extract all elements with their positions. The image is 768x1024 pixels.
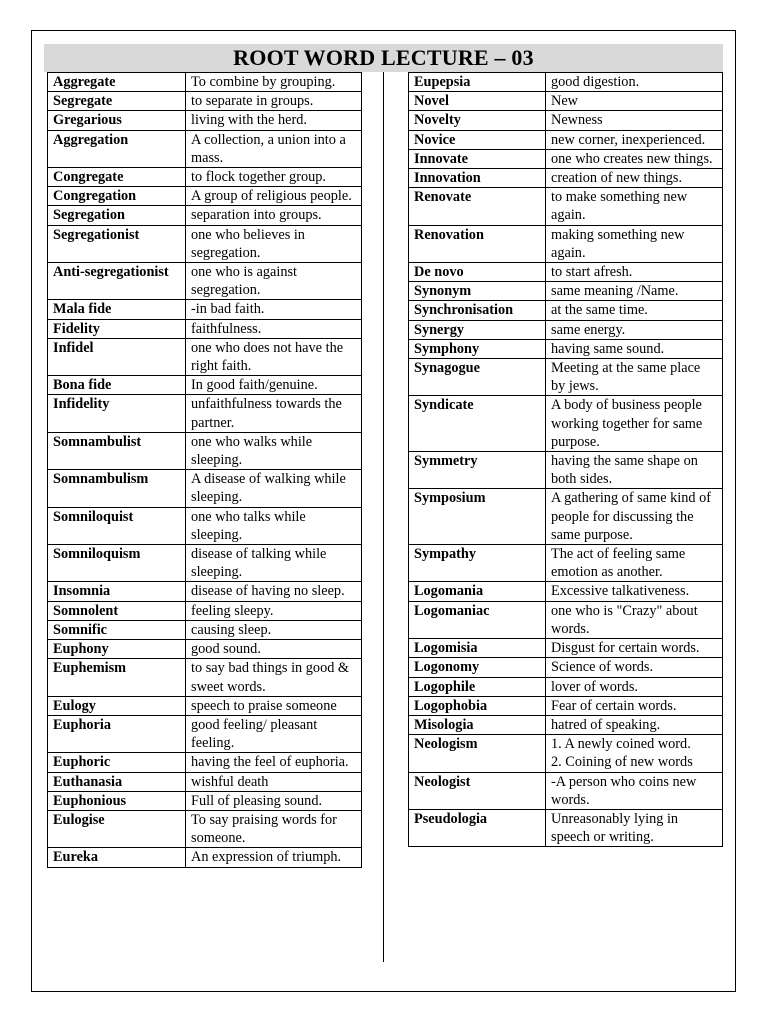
root-word: Somniloquist [48,507,186,544]
word-meaning: To say praising words for someone. [186,810,362,847]
word-row [48,545,362,582]
word-row [48,601,362,620]
word-meaning: A collection, a union into a mass. [186,130,362,167]
word-meaning: one who talks while sleeping. [186,507,362,544]
word-meaning: The act of feeling same emotion as another. [546,545,723,582]
root-word: Renovation [409,225,546,262]
word-meaning: wishful death [186,772,362,791]
root-word: Bona fide [48,376,186,395]
word-meaning: having same sound. [546,339,723,358]
word-meaning: good sound. [186,640,362,659]
word-row [409,320,723,339]
word-meaning: having the same shape on both sides. [546,452,723,489]
root-word: Synonym [409,282,546,301]
meaning-line: 1. A newly coined word. [551,736,691,753]
word-row [48,263,362,300]
word-row [48,696,362,715]
word-meaning: having the feel of euphoria. [186,753,362,772]
word-row [409,111,723,130]
word-row [409,169,723,188]
root-word: Mala fide [48,300,186,319]
word-row [48,582,362,601]
word-row [409,339,723,358]
word-meaning: New [546,92,723,111]
root-word: Congregate [48,168,186,187]
root-word: Synchronisation [409,301,546,320]
root-word: Somnific [48,620,186,639]
word-meaning [546,735,723,772]
word-row [409,149,723,168]
word-row [409,396,723,452]
word-row [48,620,362,639]
root-word: Synagogue [409,359,546,396]
word-meaning: to start afresh. [546,263,723,282]
root-word: Anti-segregationist [48,263,186,300]
left-word-table [47,72,362,868]
word-meaning: In good faith/genuine. [186,376,362,395]
word-row [48,753,362,772]
word-row [48,225,362,262]
word-meaning: Disgust for certain words. [546,639,723,658]
root-word: Segregate [48,92,186,111]
word-row [409,696,723,715]
word-row [48,715,362,752]
root-word: Eureka [48,848,186,867]
word-meaning: one who creates new things. [546,149,723,168]
root-word: Logomania [409,582,546,601]
root-word: Euphoria [48,715,186,752]
word-meaning: creation of new things. [546,169,723,188]
root-word: Somnambulist [48,432,186,469]
word-row [409,735,723,772]
word-row [409,130,723,149]
word-meaning: at the same time. [546,301,723,320]
word-row [48,92,362,111]
root-word: Somnambulism [48,470,186,507]
word-row [409,772,723,809]
root-word: Symmetry [409,452,546,489]
root-word: Infidelity [48,395,186,432]
root-word: Gregarious [48,111,186,130]
word-row [409,601,723,638]
word-row [409,92,723,111]
word-row [48,791,362,810]
word-row [48,187,362,206]
word-meaning: -A person who coins new words. [546,772,723,809]
word-meaning: to separate in groups. [186,92,362,111]
word-row [409,263,723,282]
root-word: Somniloquism [48,545,186,582]
word-row [409,715,723,734]
word-row [48,640,362,659]
word-row [48,206,362,225]
root-word: Pseudologia [409,809,546,846]
root-word: Insomnia [48,582,186,601]
root-word: Aggregate [48,73,186,92]
word-meaning: -in bad faith. [186,300,362,319]
word-meaning: Unreasonably lying in speech or writing. [546,809,723,846]
word-row [48,130,362,167]
root-word: Logophobia [409,696,546,715]
word-row [409,489,723,545]
word-row [48,772,362,791]
root-word: Eupepsia [409,73,546,92]
meaning-line: 2. Coining of new words [551,754,693,771]
word-row [409,452,723,489]
word-row [409,359,723,396]
word-meaning: disease of talking while sleeping. [186,545,362,582]
word-row [48,111,362,130]
word-meaning: causing sleep. [186,620,362,639]
word-meaning: unfaithfulness towards the partner. [186,395,362,432]
root-word: Misologia [409,715,546,734]
word-row [48,432,362,469]
word-meaning: one who walks while sleeping. [186,432,362,469]
word-meaning: same energy. [546,320,723,339]
word-meaning: feeling sleepy. [186,601,362,620]
root-word: Renovate [409,188,546,225]
word-row [409,301,723,320]
word-meaning: Excessive talkativeness. [546,582,723,601]
root-word: Neologism [409,735,546,772]
word-meaning: To combine by grouping. [186,73,362,92]
word-meaning: one who believes in segregation. [186,225,362,262]
root-word: Logophile [409,677,546,696]
word-row [48,376,362,395]
right-word-table [408,72,723,847]
column-divider [383,72,384,962]
word-row [48,470,362,507]
word-row [48,507,362,544]
root-word: Syndicate [409,396,546,452]
word-meaning: separation into groups. [186,206,362,225]
word-row [48,395,362,432]
word-row [409,639,723,658]
root-word: Segregationist [48,225,186,262]
word-meaning: one who is against segregation. [186,263,362,300]
word-meaning: Full of pleasing sound. [186,791,362,810]
root-word: Eulogy [48,696,186,715]
root-word: Logomisia [409,639,546,658]
root-word: Sympathy [409,545,546,582]
word-meaning: speech to praise someone [186,696,362,715]
word-row [48,810,362,847]
word-meaning: A gathering of same kind of people for discussing the same purpose. [546,489,723,545]
root-word: De novo [409,263,546,282]
word-meaning: lover of words. [546,677,723,696]
word-meaning: A body of business people working together for same purpose. [546,396,723,452]
word-row [409,677,723,696]
word-row [48,338,362,375]
word-row [409,225,723,262]
root-word: Euphonious [48,791,186,810]
root-word: Innovation [409,169,546,188]
word-meaning: Meeting at the same place by jews. [546,359,723,396]
root-word: Symphony [409,339,546,358]
word-meaning: Fear of certain words. [546,696,723,715]
root-word: Symposium [409,489,546,545]
word-meaning: Science of words. [546,658,723,677]
page-title: ROOT WORD LECTURE – 03 [44,44,723,72]
word-meaning: good feeling/ pleasant feeling. [186,715,362,752]
root-word: Novice [409,130,546,149]
root-word: Infidel [48,338,186,375]
root-word: Euthanasia [48,772,186,791]
root-word: Segregation [48,206,186,225]
root-word: Novelty [409,111,546,130]
word-meaning: A disease of walking while sleeping. [186,470,362,507]
word-row [48,73,362,92]
word-row [409,188,723,225]
word-row [48,659,362,696]
word-row [48,168,362,187]
word-row [409,73,723,92]
root-word: Congregation [48,187,186,206]
word-row [48,300,362,319]
word-meaning: good digestion. [546,73,723,92]
word-row [409,809,723,846]
word-meaning: to make something new again. [546,188,723,225]
word-meaning: to flock together group. [186,168,362,187]
word-row [409,658,723,677]
root-word: Logonomy [409,658,546,677]
root-word: Euphony [48,640,186,659]
root-word: Eulogise [48,810,186,847]
word-meaning: An expression of triumph. [186,848,362,867]
root-word: Fidelity [48,319,186,338]
word-meaning: one who does not have the right faith. [186,338,362,375]
root-word: Euphemism [48,659,186,696]
word-meaning: making something new again. [546,225,723,262]
root-word: Neologist [409,772,546,809]
word-meaning: new corner, inexperienced. [546,130,723,149]
word-meaning: to say bad things in good & sweet words. [186,659,362,696]
word-row [409,282,723,301]
word-meaning: same meaning /Name. [546,282,723,301]
word-row [409,545,723,582]
word-meaning: A group of religious people. [186,187,362,206]
word-row [48,848,362,867]
word-meaning: one who is "Crazy" about words. [546,601,723,638]
word-meaning: faithfulness. [186,319,362,338]
root-word: Logomaniac [409,601,546,638]
root-word: Somnolent [48,601,186,620]
root-word: Novel [409,92,546,111]
root-word: Innovate [409,149,546,168]
word-meaning: Newness [546,111,723,130]
word-meaning: hatred of speaking. [546,715,723,734]
word-row [48,319,362,338]
root-word: Synergy [409,320,546,339]
word-meaning: disease of having no sleep. [186,582,362,601]
word-row [409,582,723,601]
word-meaning: living with the herd. [186,111,362,130]
root-word: Euphoric [48,753,186,772]
root-word: Aggregation [48,130,186,167]
